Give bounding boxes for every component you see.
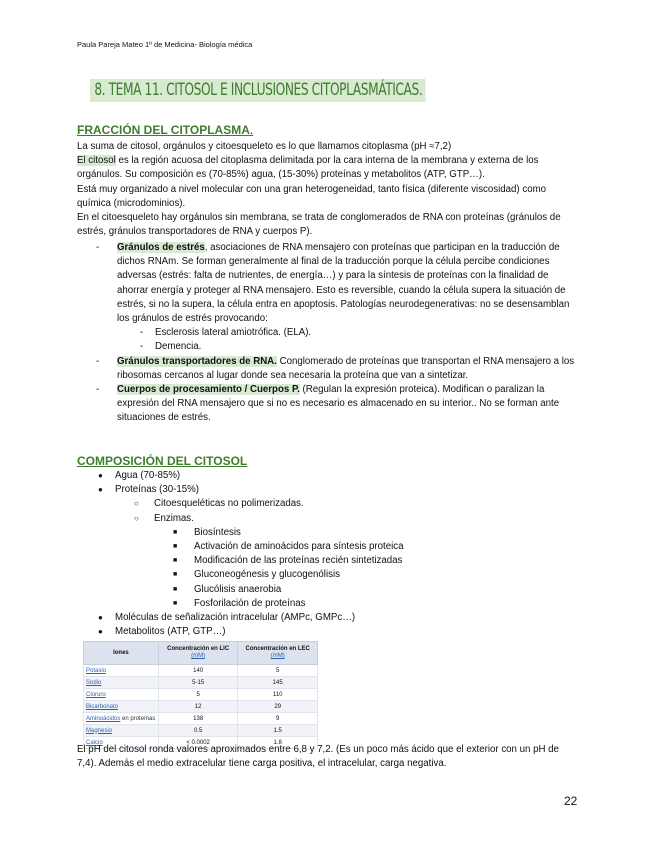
lic-value-cell: 140 <box>158 665 238 677</box>
ion-name-cell <box>84 665 159 677</box>
ion-name-suffix: en proteínas <box>120 715 156 722</box>
ion-name[interactable]: Calcio <box>86 739 103 746</box>
closing-paragraph: El pH del citosol ronda valores aproximados entre 6,8 y 7,2. (Es un poco más ácido que el exterior con un pH de 7,4). Además el medio extracelular tiene carga positiva, el intracelular, carga negativa. <box>77 744 559 770</box>
ion-name-cell <box>84 701 159 713</box>
paragraph-citosol-text: es la región acuosa del citoplasma delimitada por la cara interna de la membrana y externa de los orgánulos. Su composición es (70-85%) agua, (15-30%) proteínas y metabolitos (ATP, GTP…). <box>77 155 539 181</box>
list-item <box>96 241 582 355</box>
item-proteinas: Proteínas (30-15%) <box>115 484 199 496</box>
chapter-title: 8. TEMA 11. CITOSOL E INCLUSIONES CITOPLASMÁTICAS. <box>90 79 425 102</box>
enzyme-item: Modificación de las proteínas recién sintetizadas <box>194 555 403 567</box>
dash-marker: - <box>140 341 144 353</box>
section-heading-text: FRACCIÓN DEL CITOPLASMA <box>77 123 250 137</box>
ion-name-cell <box>84 677 159 689</box>
list-item <box>96 625 576 639</box>
paragraph-citoesqueleto: En el citoesqueleto hay orgánulos sin membrana, se trata de conglomerados de RNA con proteínas (gránulos de estrés, gránulos transportadores de RNA y cuerpos P). <box>77 212 561 238</box>
square-marker: ■ <box>173 599 178 607</box>
dash-marker: - <box>140 327 144 339</box>
list-item <box>96 469 576 483</box>
bullet-marker: ● <box>98 627 103 637</box>
lic-value-cell: 5 <box>158 689 238 701</box>
sub-list-item <box>117 326 582 340</box>
square-marker: ■ <box>173 557 178 565</box>
list-item <box>96 526 576 540</box>
table-row <box>84 713 318 725</box>
lec-value-cell: 1.5 <box>238 725 318 737</box>
square-marker: ■ <box>173 585 178 593</box>
lic-value-cell: 5-15 <box>158 677 238 689</box>
item-citoesqueleticas: Citoesqueléticas no polimerizadas. <box>154 498 304 510</box>
column-header-ions: Iones <box>84 642 159 665</box>
lic-value-cell: < 0.0002 <box>158 737 238 749</box>
lec-value-cell: 5 <box>238 665 318 677</box>
square-marker: ■ <box>173 571 178 579</box>
dash-marker: - <box>96 242 100 253</box>
table-row <box>84 689 318 701</box>
list-item <box>96 583 576 597</box>
table-header-row <box>84 642 318 665</box>
paragraph-organizacion: Está muy organizado a nivel molecular con una gran heterogeneidad, tanto física (diferente viscosidad) como química (microdominios). <box>77 183 547 209</box>
dash-marker: - <box>96 384 100 396</box>
column-header-lic <box>158 642 238 665</box>
enzyme-item: Biosíntesis <box>194 526 241 538</box>
list-item <box>96 597 576 611</box>
item-text: (Regulan la expresión proteica). Modifican o paralizan la expresión del RNA mensajero que si no es necesario es almacenado en su interior.. No se forman ante situaciones de estrés. <box>117 384 560 424</box>
section-heading-composicion: COMPOSICIÓN DEL CITOSOL <box>77 454 248 468</box>
table-row <box>84 665 318 677</box>
column-header-lic-label: Concentración en LIC <box>167 646 230 652</box>
column-header-lec-label: Concentración en LEC <box>245 646 310 652</box>
term-cuerpos-p: Cuerpos de procesamiento / Cuerpos P. <box>117 384 300 396</box>
sub-list-item <box>117 340 582 354</box>
table-row <box>84 701 318 713</box>
term-granulos-transportadores: Gránulos transportadores de RNA. <box>117 355 277 367</box>
ion-name[interactable]: Bicarbonato <box>86 703 119 710</box>
circle-marker: ○ <box>134 513 139 523</box>
lic-value-cell: 12 <box>158 701 238 713</box>
composition-list <box>96 469 576 639</box>
sub-item-text: Esclerosis lateral amiotrófica. (ELA). <box>155 327 312 339</box>
section1-body <box>77 140 582 239</box>
lic-value-cell: 0.5 <box>158 725 238 737</box>
item-text: , asociaciones de RNA mensajero con proteínas que participan en la traducción de dichos RNAm. Se forman generalmente al final de la traducción porque la célula percibe condiciones adversas (estrés: falta de nutrientes, de energía…) y para la síntesis de proteínas con la finalidad de ahorrar energía y proteger al RNA mensajero. Esto es reversible, cuando la célula supera la situación de estrés, si no la supera, la célula entra en apoptosis. Patologías neurodegenerativas: no se desensamblan los gránulos de estrés provocando: <box>117 242 570 325</box>
lic-value-cell: 138 <box>158 713 238 725</box>
bullet-marker: ● <box>98 471 103 480</box>
table-row <box>84 677 318 689</box>
list-item <box>96 611 576 625</box>
table-row <box>84 725 318 737</box>
dash-marker: - <box>96 355 100 367</box>
list-item <box>96 383 582 426</box>
lec-value-cell: 29 <box>238 701 318 713</box>
section-heading-fraccion <box>77 123 253 137</box>
document-header: Paula Pareja Mateo 1º de Medicina- Biología médica <box>77 40 253 49</box>
item-moleculas: Moléculas de señalización intracelular (AMPc, GMPc…) <box>115 612 356 624</box>
ion-name[interactable]: Sodio <box>86 679 102 686</box>
list-item <box>96 497 576 511</box>
lec-value-cell: 9 <box>238 713 318 725</box>
list-item <box>96 355 582 383</box>
square-marker: ■ <box>173 543 178 551</box>
lec-value-cell: 1.8 <box>238 737 318 749</box>
ion-name[interactable]: Cloruro <box>86 691 106 698</box>
term-citosol: El citosol <box>77 155 116 167</box>
ion-name-cell <box>84 725 159 737</box>
bullet-marker: ● <box>98 613 103 623</box>
term-granulos-estres: Gránulos de estrés <box>117 242 205 253</box>
enzyme-item: Fosforilación de proteínas <box>194 597 306 609</box>
unit-label: (mM) <box>270 653 285 659</box>
item-agua: Agua (70-85%) <box>115 470 181 481</box>
granule-list <box>96 241 582 426</box>
list-item <box>96 554 576 568</box>
ion-concentration-table <box>83 641 318 749</box>
bullet-marker: ● <box>98 485 103 495</box>
item-enzimas: Enzimas. <box>154 512 194 524</box>
ion-name[interactable]: Potasio <box>86 667 107 674</box>
enzyme-item: Glucólisis anaerobia <box>194 583 282 595</box>
ion-name[interactable]: Aminoácidos <box>86 715 121 722</box>
paragraph-citosol <box>77 154 582 182</box>
list-item <box>96 512 576 526</box>
lec-value-cell: 145 <box>238 677 318 689</box>
paragraph-citoplasma: La suma de citosol, orgánulos y citoesqueleto es lo que llamamos citoplasma (pH ≈7,2) <box>77 141 452 152</box>
item-text: Conglomerado de proteínas que transportan el RNA mensajero a los ribosomas cercanos al lugar donde sea necesaria la proteína que van a sintetizar. <box>117 355 575 381</box>
list-item <box>96 540 576 554</box>
ion-name-cell <box>84 713 159 725</box>
column-header-lec <box>238 642 318 665</box>
ion-name[interactable]: Magnesio <box>86 727 113 734</box>
page-number: 22 <box>564 794 578 808</box>
section-heading-tail: . <box>249 123 254 137</box>
item-metabolitos: Metabolitos (ATP, GTP…) <box>115 626 226 638</box>
square-marker: ■ <box>173 528 178 536</box>
lec-value-cell: 110 <box>238 689 318 701</box>
ion-table-body <box>84 665 318 749</box>
enzyme-item: Activación de aminoácidos para síntesis proteica <box>194 541 404 553</box>
unit-label: (mM) <box>191 653 206 659</box>
circle-marker: ○ <box>134 499 139 509</box>
ion-name-cell <box>84 689 159 701</box>
sub-item-text: Demencia. <box>155 341 202 353</box>
list-item <box>96 568 576 582</box>
enzyme-item: Gluconeogénesis y glucogenólisis <box>194 569 340 581</box>
list-item <box>96 483 576 497</box>
